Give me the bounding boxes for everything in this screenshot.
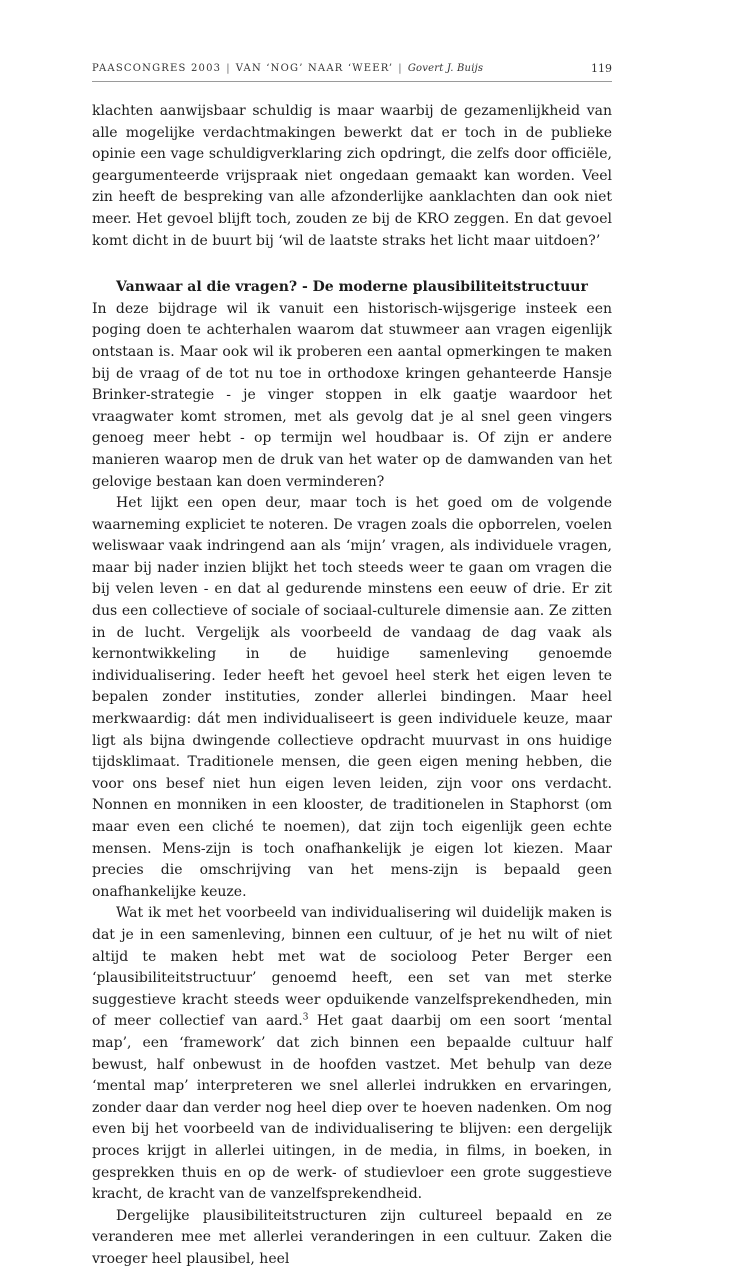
header-separator: | — [226, 63, 231, 74]
paragraph-1: In deze bijdrage wil ik vanuit een historisch-wijsgerige insteek een poging doen te achterhalen waarom dat stuwmeer aan vragen eigenlijk ontstaan is. Maar ook wil ik proberen een aantal opmerkingen te maken bij de vraag of de tot nu toe in orthodoxe kringen gehanteerde Hansje Brinker-strategie - je vinger stoppen in elk gaatje waardoor het vraagwater komt stromen, met als gevolg dat je al snel geen vingers genoeg meer hebt - op termijn wel houdbaar is. Of zijn er andere manieren waarop men de druk van het water op de damwanden van het gelovige bestaan kan doen verminderen? — [92, 300, 612, 490]
section-heading: Vanwaar al die vragen? - De moderne plausibiliteitstructuur — [116, 279, 588, 296]
article-body — [92, 101, 612, 1270]
page-number: 119 — [591, 62, 612, 75]
footnote-marker[interactable]: 3 — [302, 1012, 309, 1023]
article-subtitle: VAN ‘NOG’ NAAR ‘WEER’ — [235, 63, 394, 74]
author-name: Govert J. Buijs — [407, 63, 484, 74]
paragraph-3 — [92, 903, 612, 1205]
paragraph-2: Het lijkt een open deur, maar toch is het goed om de volgende waarneming expliciet te noteren. De vragen zoals die opborrelen, voelen weliswaar vaak indringend aan als ‘mijn’ vragen, als individuele vragen, maar bij nader inzien blijkt het toch steeds weer te gaan om vragen die bij velen leven - en dat al gedurende minstens een eeuw of drie. Er zit dus een collectieve of sociale of sociaal-culturele dimensie aan. Ze zitten in de lucht. Vergelijk als voorbeeld de vandaag de dag vaak als kernontwikkeling in de huidige samenleving genoemde individualisering. Ieder heeft het gevoel heel sterk het eigen leven te bepalen zonder instituties, zonder allerlei bindingen. Maar heel merkwaardig: dát men individualiseert is geen individuele keuze, maar ligt als bijna dwingende collectieve opdracht muurvast in ons huidige tijdsklimaat. Traditionele mensen, die geen eigen mening hebben, die voor ons besef niet hun eigen leven leiden, zijn voor ons verdacht. Nonnen en monniken in een klooster, de traditionelen in Staphorst (om maar even een cliché te noemen), dat zijn toch eigenlijk geen echte mensen. Mens-zijn is toch onafhankelijk je eigen lot kiezen. Maar precies die omschrijving van het mens-zijn is bepaald geen onafhankelijke keuze. — [92, 495, 612, 900]
header-separator: | — [398, 63, 403, 74]
running-header — [92, 63, 612, 74]
paragraph-3-text-a: Wat ik met het voorbeeld van individualisering wil duidelijk maken is dat je in een samenleving, binnen een cultuur, of je het nu wilt of niet altijd te maken hebt met wat de socioloog Peter Berger een ‘plausibiliteitstructuur’ genoemd heeft, een set van met sterke suggestieve kracht steeds weer opduikende vanzelfsprekendheden, min of meer collectief van aard. — [92, 905, 612, 1030]
paragraph-4: Dergelijke plausibiliteitstructuren zijn cultureel bepaald en ze veranderen mee met allerlei veranderingen in een cultuur. Zaken die vroeger heel plausibel, heel — [92, 1207, 612, 1267]
conference-title: PAASCONGRES 2003 — [92, 63, 222, 74]
header-rule — [92, 81, 612, 82]
continuation-paragraph: klachten aanwijsbaar schuldig is maar waarbij de gezamenlijkheid van alle mogelijke verdachtmakingen bewerkt dat er toch in de publieke opinie een vage schuldigverklaring zich opdringt, die zelfs door officiële, geargumenteerde vrijspraak niet ongedaan gemaakt kan worden. Veel zin heeft de bespreking van alle afzonderlijke aanklachten dan ook niet meer. Het gevoel blijft toch, zouden ze bij de KRO zeggen. En dat gevoel komt dicht in de buurt bij ‘wil de laatste straks het licht maar uitdoen?’ — [92, 103, 612, 249]
paragraph-3-text-b: Het gaat daarbij om een soort ‘mental map’, een ‘framework’ dat zich binnen een bepaalde cultuur half bewust, half onbewust in de hoofden vastzet. Met behulp van deze ‘mental map’ interpreteren we snel allerlei indrukken en ervaringen, zonder daar dan verder nog heel diep over te hoeven nadenken. Om nog even bij het voorbeeld van de individualisering te blijven: een dergelijk proces krijgt in allerlei uitingen, in de media, in films, in boeken, in gesprekken thuis en op de werk- of studievloer een grote suggestieve kracht, de kracht van de vanzelfsprekendheid. — [92, 1013, 612, 1203]
